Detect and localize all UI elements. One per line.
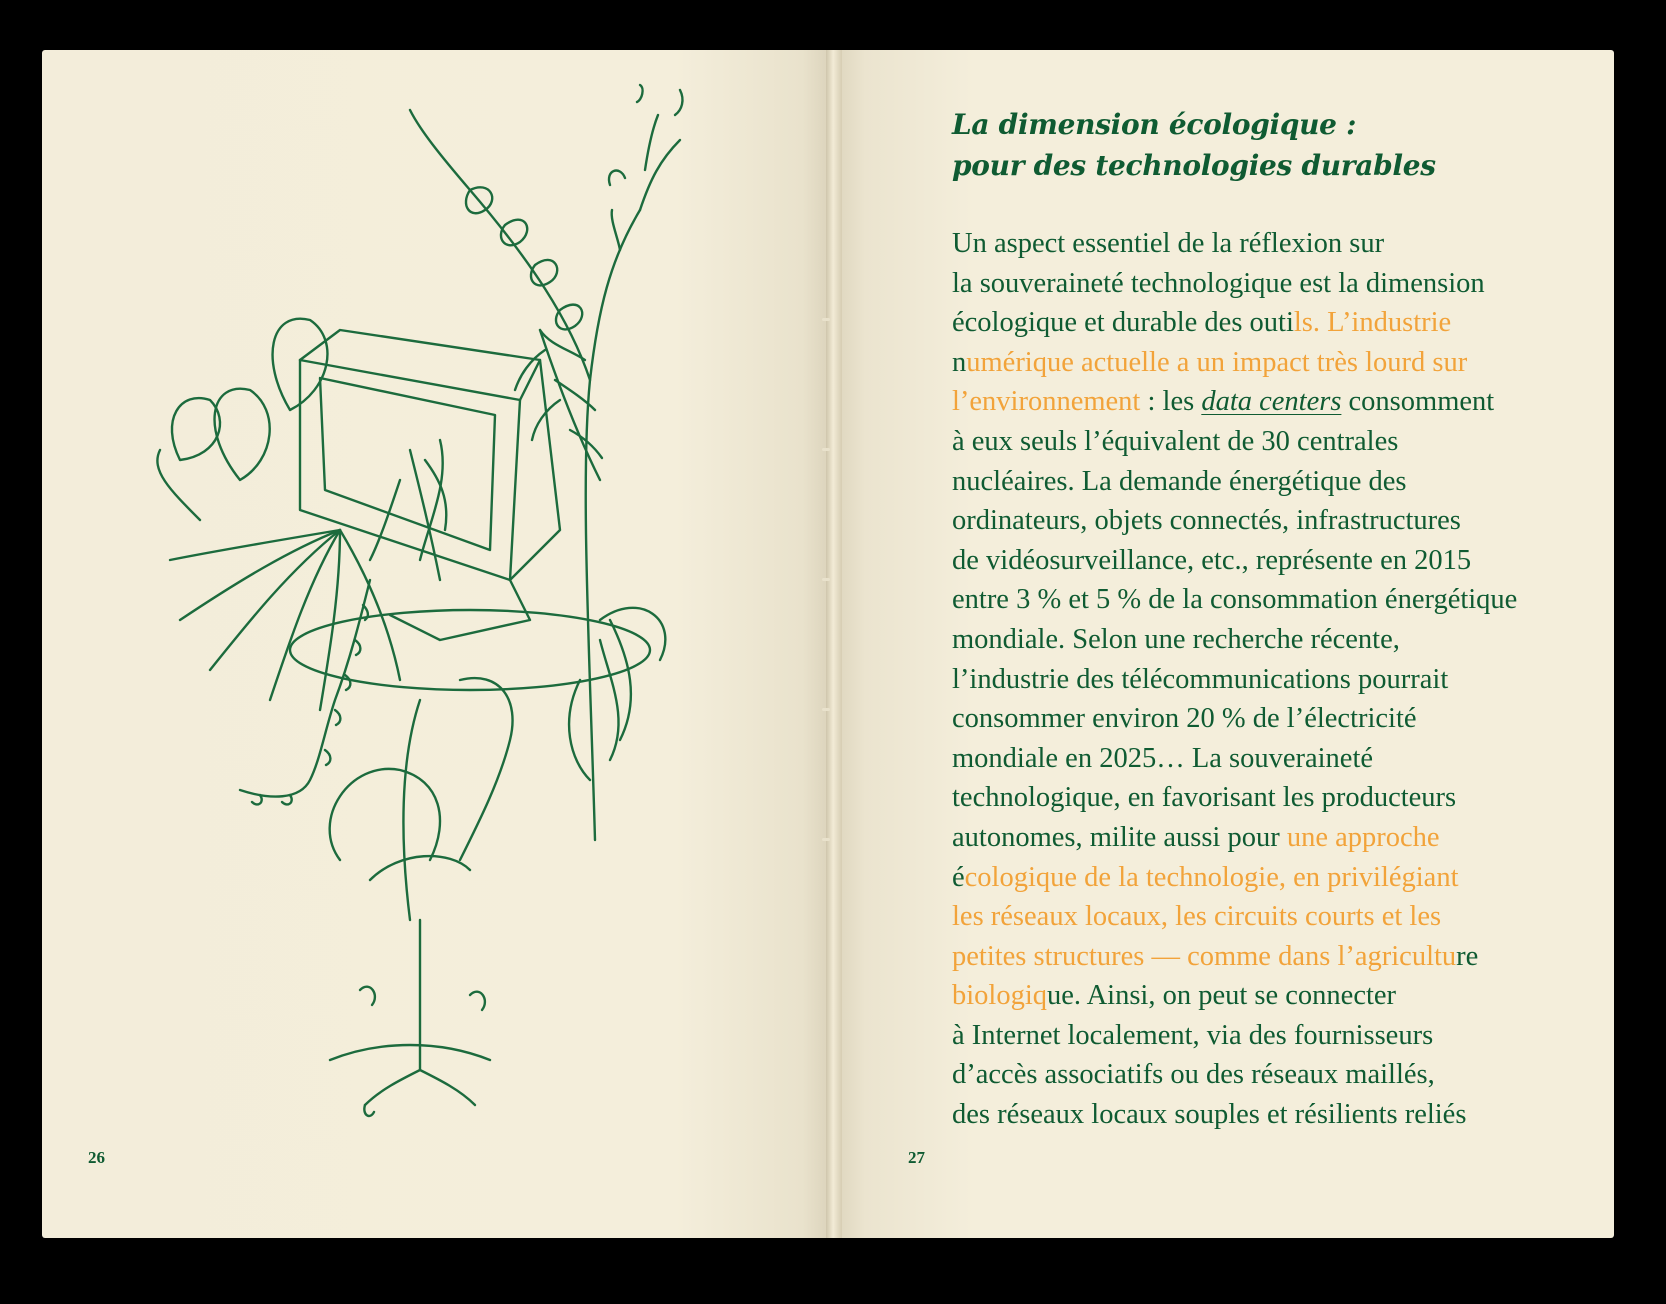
highlighted-text: petites structures — comme dans l’agricultu <box>952 940 1457 972</box>
book-gutter <box>826 50 842 1238</box>
binding-stitch <box>822 838 830 841</box>
highlighted-text: cologique de la technologie, en privilégiant <box>964 861 1459 893</box>
text-line <box>952 303 1612 343</box>
heading-line: La dimension écologique : <box>952 108 1357 141</box>
text-segment: la souveraineté technologique est la dimension <box>952 267 1485 299</box>
text-segment: ue. Ainsi, on peut se connecter <box>1047 980 1397 1012</box>
text-line <box>952 818 1612 858</box>
text-segment: é <box>952 861 965 893</box>
binding-stitch <box>822 318 830 321</box>
section-heading <box>952 104 1592 186</box>
text-line <box>952 462 1612 502</box>
body-paragraph <box>952 224 1612 1135</box>
text-segment: à eux seuls l’équivalent de 30 centrales <box>952 425 1399 457</box>
binding-stitch <box>822 708 830 711</box>
page-number-right: 27 <box>908 1148 925 1167</box>
text-line <box>952 937 1612 977</box>
text-segment: écologique et durable des outi <box>952 307 1294 339</box>
text-line <box>952 343 1612 383</box>
plant-monitor-illustration <box>140 60 740 1130</box>
text-segment: de vidéosurveillance, etc., représente en 2015 <box>952 544 1472 576</box>
highlighted-text: une approche <box>1286 821 1440 853</box>
text-line <box>952 580 1612 620</box>
text-line <box>952 1095 1612 1135</box>
text-line <box>952 897 1612 937</box>
text-segment: technologique, en favorisant les producteurs <box>952 782 1457 814</box>
highlighted-text: biologiq <box>952 980 1048 1012</box>
text-segment: entre 3 % et 5 % de la consommation énergétique <box>952 584 1518 616</box>
text-line <box>952 660 1612 700</box>
text-segment: l’industrie des télécommunications pourrait <box>952 663 1449 695</box>
text-segment: : les <box>1140 386 1202 418</box>
text-segment: des réseaux locaux souples et résilients reliés <box>952 1099 1467 1131</box>
text-line <box>952 739 1612 779</box>
binding-stitch <box>822 448 830 451</box>
binding-stitch <box>822 578 830 581</box>
text-segment: d’accès associatifs ou des réseaux maillés, <box>952 1059 1435 1091</box>
text-line <box>952 858 1612 898</box>
text-line <box>952 501 1612 541</box>
text-line <box>952 422 1612 462</box>
text-segment: re <box>1456 940 1479 972</box>
text-line <box>952 224 1612 264</box>
text-segment: ordinateurs, objets connectés, infrastructures <box>952 505 1461 537</box>
text-line <box>952 976 1612 1016</box>
text-line <box>952 778 1612 818</box>
text-segment: nucléaires. La demande énergétique des <box>952 465 1407 497</box>
page-number-left: 26 <box>88 1148 105 1167</box>
text-segment: consomment <box>1341 386 1495 418</box>
text-segment: mondiale. Selon une recherche récente, <box>952 623 1400 655</box>
text-line <box>952 382 1612 422</box>
text-segment: à Internet localement, via des fournisseurs <box>952 1019 1434 1051</box>
highlighted-text: ls. L’industrie <box>1293 307 1452 339</box>
text-segment: n <box>952 346 967 378</box>
text-line <box>952 699 1612 739</box>
text-segment: consommer environ 20 % de l’électricité <box>952 703 1417 735</box>
heading-line: pour des technologies durables <box>952 149 1436 182</box>
text-segment: mondiale en 2025… La souveraineté <box>952 742 1374 774</box>
text-segment: autonomes, milite aussi pour <box>952 821 1287 853</box>
italic-term: data centers <box>1201 386 1342 418</box>
text-line <box>952 1055 1612 1095</box>
highlighted-text: les réseaux locaux, les circuits courts et les <box>952 901 1442 933</box>
text-line <box>952 264 1612 304</box>
highlighted-text: umérique actuelle a un impact très lourd sur <box>966 346 1468 378</box>
text-segment: Un aspect essentiel de la réflexion sur <box>952 228 1385 259</box>
text-line <box>952 541 1612 581</box>
text-line <box>952 1016 1612 1056</box>
text-line <box>952 620 1612 660</box>
highlighted-text: l’environnement <box>952 386 1141 418</box>
